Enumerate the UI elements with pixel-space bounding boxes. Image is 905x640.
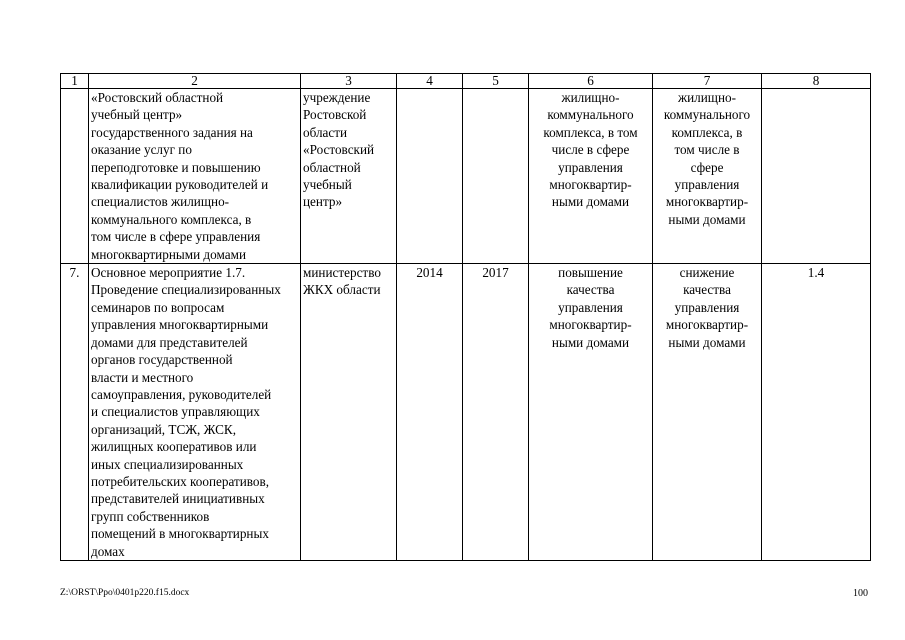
end-year: 2017 bbox=[463, 264, 529, 561]
header-col-6: 6 bbox=[529, 74, 653, 89]
footer-file-path: Z:\ORST\Ppo\0401p220.f15.docx bbox=[60, 588, 190, 598]
executor: учреждение Ростовской области «Ростовский областной учебный центр» bbox=[301, 89, 397, 264]
expected-result: жилищно- коммунального комплекса, в том числе в сфере управления многоквартир- ными домами bbox=[529, 89, 653, 264]
header-row bbox=[61, 74, 871, 89]
event-name: Основное мероприятие 1.7. Проведение специализированных семинаров по вопросам управления многоквартирными домами для представителей органов государственной власти и местного самоуправления, руководителей и специалистов управляющих организаций, ТСЖ, ЖСК, жилищных кооперативов или иных специализированных потребительских кооперативов, представителей инициативных групп собственников помещений в многоквартирных домах bbox=[89, 264, 301, 561]
header-col-4: 4 bbox=[397, 74, 463, 89]
page-number: 100 bbox=[853, 588, 868, 599]
indicator-link bbox=[762, 89, 871, 264]
row-number bbox=[61, 89, 89, 264]
table-row bbox=[61, 264, 871, 561]
indicator-link: 1.4 bbox=[762, 264, 871, 561]
table-row bbox=[61, 89, 871, 264]
header-col-8: 8 bbox=[762, 74, 871, 89]
header-col-7: 7 bbox=[653, 74, 762, 89]
program-events-table bbox=[60, 73, 871, 561]
header-col-3: 3 bbox=[301, 74, 397, 89]
start-year: 2014 bbox=[397, 264, 463, 561]
end-year bbox=[463, 89, 529, 264]
row-number: 7. bbox=[61, 264, 89, 561]
non-implementation-consequences: жилищно- коммунального комплекса, в том числе в сфере управления многоквартир- ными домами bbox=[653, 89, 762, 264]
event-name: «Ростовский областной учебный центр» государственного задания на оказание услуг по переподготовке и повышению квалификации руководителей и специалистов жилищно- коммунального комплекса, в том числе в сфере управления многоквартирными домами bbox=[89, 89, 301, 264]
executor: министерство ЖКХ области bbox=[301, 264, 397, 561]
non-implementation-consequences: снижение качества управления многоквартир- ными домами bbox=[653, 264, 762, 561]
header-col-5: 5 bbox=[463, 74, 529, 89]
header-col-2: 2 bbox=[89, 74, 301, 89]
expected-result: повышение качества управления многоквартир- ными домами bbox=[529, 264, 653, 561]
header-col-1: 1 bbox=[61, 74, 89, 89]
start-year bbox=[397, 89, 463, 264]
